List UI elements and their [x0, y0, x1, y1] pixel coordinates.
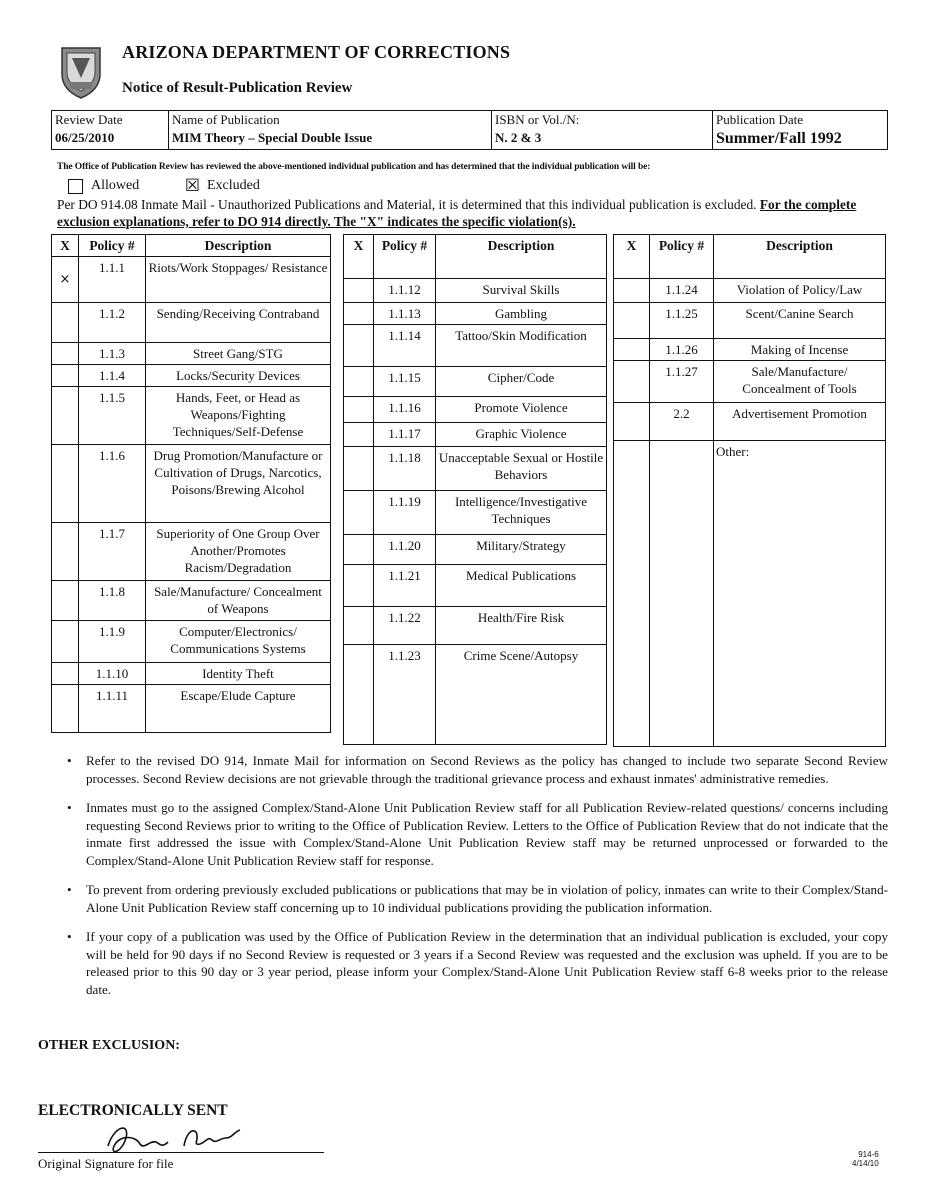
col2-description-header: Description	[436, 235, 607, 279]
table-row	[344, 367, 607, 397]
policy-description: Scent/Canine Search	[714, 303, 886, 339]
table-row	[614, 339, 886, 361]
instructions-list	[64, 752, 888, 1010]
policy-number: 1.1.3	[79, 343, 146, 365]
policy-number: 1.1.5	[79, 387, 146, 445]
policy-number: 1.1.4	[79, 365, 146, 387]
isbn-cell	[492, 111, 713, 150]
policy-description: Superiority of One Group Over Another/Promotes Racism/Degradation	[146, 523, 331, 581]
table-row	[52, 663, 331, 685]
form-number-code: 914-6	[858, 1150, 879, 1159]
list-item	[64, 881, 888, 916]
allowed-label: Allowed	[91, 178, 140, 193]
policy-description: Street Gang/STG	[146, 343, 331, 365]
policy-mark[interactable]	[344, 279, 374, 303]
col2-policy-header: Policy #	[374, 235, 436, 279]
form-number-date: 4/14/10	[852, 1159, 879, 1168]
bullet-icon: •	[67, 882, 72, 897]
policy-number: 1.1.7	[79, 523, 146, 581]
policy-description: Hands, Feet, or Head as Weapons/Fighting Techniques/Self-Defense	[146, 387, 331, 445]
excluded-option[interactable]	[184, 175, 260, 196]
policy-description: Making of Incense	[714, 339, 886, 361]
review-date-cell	[52, 111, 169, 150]
policy-mark[interactable]	[344, 491, 374, 535]
policy-description: Sending/Receiving Contraband	[146, 303, 331, 343]
table-row	[344, 447, 607, 491]
policy-description: Drug Promotion/Manufacture or Cultivation of Drugs, Narcotics, Poisons/Brewing Alcohol	[146, 445, 331, 523]
policy-number: 1.1.14	[374, 325, 436, 367]
policy-description: Violation of Policy/Law	[714, 279, 886, 303]
policy-mark[interactable]	[614, 339, 650, 361]
table-row	[614, 361, 886, 403]
policy-mark[interactable]	[52, 523, 79, 581]
policy-mark[interactable]: ×	[52, 257, 79, 303]
policy-description: Crime Scene/Autopsy	[436, 645, 607, 745]
policy-number: 1.1.10	[79, 663, 146, 685]
table-row	[52, 257, 331, 303]
policy-description: Sale/Manufacture/ Concealment of Tools	[714, 361, 886, 403]
table-row	[344, 607, 607, 645]
policy-number: 1.1.18	[374, 447, 436, 491]
publication-date-value: Summer/Fall 1992	[716, 130, 842, 147]
policy-number: 1.1.16	[374, 397, 436, 423]
table-row	[52, 303, 331, 343]
policy-description: Unacceptable Sexual or Hostile Behaviors	[436, 447, 607, 491]
policy-number: 1.1.1	[79, 257, 146, 303]
list-item	[64, 799, 888, 869]
policy-mark[interactable]	[344, 367, 374, 397]
policy-description: Riots/Work Stoppages/ Resistance	[146, 257, 331, 303]
table-row	[614, 279, 886, 303]
policy-description: Health/Fire Risk	[436, 607, 607, 645]
publication-date-label: Publication Date	[716, 112, 804, 127]
review-date-label: Review Date	[55, 112, 123, 127]
policy-table-col-3	[613, 234, 886, 747]
policy-mark[interactable]	[614, 403, 650, 441]
table-row	[344, 491, 607, 535]
policy-number: 1.1.23	[374, 645, 436, 745]
table-row	[614, 403, 886, 441]
policy-mark[interactable]	[52, 685, 79, 733]
policy-mark[interactable]	[52, 303, 79, 343]
policy-mark[interactable]	[344, 535, 374, 565]
table-row	[614, 303, 886, 339]
col1-policy-header: Policy #	[79, 235, 146, 257]
col3-description-header: Description	[714, 235, 886, 279]
policy-mark[interactable]	[52, 621, 79, 663]
policy-mark[interactable]	[52, 365, 79, 387]
policy-description: Graphic Violence	[436, 423, 607, 447]
publication-name-label: Name of Publication	[172, 112, 280, 127]
bullet-icon: •	[67, 753, 72, 768]
policy-number	[650, 441, 714, 747]
other-exclusion-label: OTHER EXCLUSION:	[38, 1038, 180, 1053]
table-row	[344, 279, 607, 303]
table-row	[52, 581, 331, 621]
excluded-checkbox[interactable]: ☒	[184, 175, 201, 196]
policy-mark[interactable]	[52, 387, 79, 445]
policy-mark[interactable]	[614, 441, 650, 747]
bullet-icon: •	[67, 929, 72, 944]
policy-description: Medical Publications	[436, 565, 607, 607]
publication-info-table	[51, 110, 888, 150]
agency-name: ARIZONA DEPARTMENT OF CORRECTIONS	[122, 42, 511, 62]
exclusion-statement	[57, 196, 887, 230]
policy-number: 1.1.27	[650, 361, 714, 403]
policy-table-col-1	[51, 234, 331, 733]
allowed-checkbox[interactable]	[68, 179, 83, 194]
table-row	[52, 445, 331, 523]
policy-mark[interactable]	[344, 607, 374, 645]
policy-number: 1.1.6	[79, 445, 146, 523]
publication-date-cell	[713, 111, 888, 150]
policy-description: Cipher/Code	[436, 367, 607, 397]
table-row-other	[614, 441, 886, 747]
table-row	[344, 423, 607, 447]
policy-mark[interactable]	[52, 445, 79, 523]
policy-number: 1.1.22	[374, 607, 436, 645]
policy-description: Gambling	[436, 303, 607, 325]
policy-description: Locks/Security Devices	[146, 365, 331, 387]
electronically-sent-label: ELECTRONICALLY SENT	[38, 1102, 228, 1119]
publication-name-cell	[169, 111, 492, 150]
bullet-icon: •	[67, 800, 72, 815]
list-item	[64, 928, 888, 998]
list-item-text: To prevent from ordering previously excluded publications or publications that may be in violation of policy, inmates can write to their Complex/Stand-Alone Unit Publication Review staff concerning up to 10 individual publications providing the publication information.	[86, 882, 888, 915]
policy-mark[interactable]	[52, 663, 79, 685]
isbn-label: ISBN or Vol./N:	[495, 112, 580, 127]
policy-description: Tattoo/Skin Modification	[436, 325, 607, 367]
review-date-value: 06/25/2010	[55, 130, 115, 145]
policy-mark[interactable]	[52, 343, 79, 365]
col1-description-header: Description	[146, 235, 331, 257]
allowed-option[interactable]	[68, 178, 139, 194]
policy-description: Survival Skills	[436, 279, 607, 303]
policy-number: 1.1.9	[79, 621, 146, 663]
excluded-label: Excluded	[207, 178, 260, 193]
table-row	[52, 365, 331, 387]
policy-number: 1.1.24	[650, 279, 714, 303]
table-row	[344, 303, 607, 325]
list-item-text: If your copy of a publication was used by the Office of Publication Review in the determination that an individual publication is excluded, your copy will be held for 90 days if no Second Review is requested or 3 years if a Second Review was requested and the exclusion was upheld. If you are to be released prior to this 90 day or 3 year period, please inform your Complex/Stand-Alone Unit Publication Review staff 6-8 weeks prior to the release date.	[86, 929, 888, 997]
isbn-value: N. 2 & 3	[495, 130, 542, 145]
policy-number: 1.1.19	[374, 491, 436, 535]
policy-description: Escape/Elude Capture	[146, 685, 331, 733]
table-row	[52, 685, 331, 733]
policy-description: Intelligence/Investigative Techniques	[436, 491, 607, 535]
policy-mark[interactable]	[344, 325, 374, 367]
list-item-text: Refer to the revised DO 914, Inmate Mail for information on Second Reviews as the policy has changed to include two separate Second Review processes. Second Review decisions are not grievable through the traditional grievance process and exhaust inmates' administrative remedies.	[86, 753, 888, 786]
per-do-emphasis: For the complete exclusion explanations, refer to DO 914 directly. The "X" indicates the specific violation(s).	[57, 197, 857, 229]
policy-number: 1.1.20	[374, 535, 436, 565]
col2-x-header: X	[344, 235, 374, 279]
form-number	[852, 1150, 879, 1168]
table-row	[52, 343, 331, 365]
policy-number: 1.1.2	[79, 303, 146, 343]
policy-mark[interactable]	[614, 303, 650, 339]
policy-mark[interactable]	[344, 565, 374, 607]
policy-number: 1.1.25	[650, 303, 714, 339]
policy-mark[interactable]	[344, 397, 374, 423]
table-row	[344, 397, 607, 423]
table-row	[344, 645, 607, 745]
list-item-text: Inmates must go to the assigned Complex/Stand-Alone Unit Publication Review staff for all Publication Review-related questions/ concerns including requesting Second Reviews prior to writing to the Office of Publication Review. Letters to the Office of Publication Review that do not indicate that the inmate first addressed the issue with Complex/Stand-Alone Unit Publication Review staff may be returned unprocessed or forwarded to the Complex/Stand-Alone Unit Publication Review staff for response.	[86, 800, 888, 868]
policy-number: 1.1.13	[374, 303, 436, 325]
policy-mark[interactable]	[614, 361, 650, 403]
handwritten-signature	[100, 1116, 250, 1160]
table-row	[344, 565, 607, 607]
policy-description: Promote Violence	[436, 397, 607, 423]
signature-caption: Original Signature for file	[38, 1156, 174, 1171]
review-statement: The Office of Publication Review has reviewed the above-mentioned individual publication and has determined that the individual publication will be:	[57, 162, 651, 172]
policy-description: Military/Strategy	[436, 535, 607, 565]
policy-number: 1.1.26	[650, 339, 714, 361]
policy-mark[interactable]	[614, 279, 650, 303]
signature-line	[38, 1152, 324, 1153]
col1-x-header: X	[52, 235, 79, 257]
policy-mark[interactable]	[344, 423, 374, 447]
policy-number: 2.2	[650, 403, 714, 441]
policy-mark[interactable]	[344, 303, 374, 325]
policy-number: 1.1.12	[374, 279, 436, 303]
other-field[interactable]: Other:	[714, 441, 886, 747]
policy-description: Computer/Electronics/ Communications Systems	[146, 621, 331, 663]
table-row	[344, 535, 607, 565]
list-item	[64, 752, 888, 787]
publication-name-value: MIM Theory – Special Double Issue	[172, 130, 373, 145]
col3-x-header: X	[614, 235, 650, 279]
policy-table-col-2	[343, 234, 607, 745]
policy-mark[interactable]	[52, 581, 79, 621]
policy-number: 1.1.11	[79, 685, 146, 733]
policy-number: 1.1.8	[79, 581, 146, 621]
table-row	[344, 325, 607, 367]
policy-description: Advertisement Promotion	[714, 403, 886, 441]
table-row	[52, 523, 331, 581]
adc-seal-logo	[58, 44, 104, 100]
table-row	[52, 387, 331, 445]
per-do-text: Per DO 914.08 Inmate Mail - Unauthorized Publications and Material, it is determined that this individual publication is excluded.	[57, 197, 757, 212]
table-row	[52, 621, 331, 663]
policy-number: 1.1.17	[374, 423, 436, 447]
policy-description: Identity Theft	[146, 663, 331, 685]
policy-mark[interactable]	[344, 447, 374, 491]
policy-number: 1.1.21	[374, 565, 436, 607]
notice-title: Notice of Result-Publication Review	[122, 80, 353, 96]
policy-description: Sale/Manufacture/ Concealment of Weapons	[146, 581, 331, 621]
col3-policy-header: Policy #	[650, 235, 714, 279]
policy-mark[interactable]	[344, 645, 374, 745]
policy-number: 1.1.15	[374, 367, 436, 397]
